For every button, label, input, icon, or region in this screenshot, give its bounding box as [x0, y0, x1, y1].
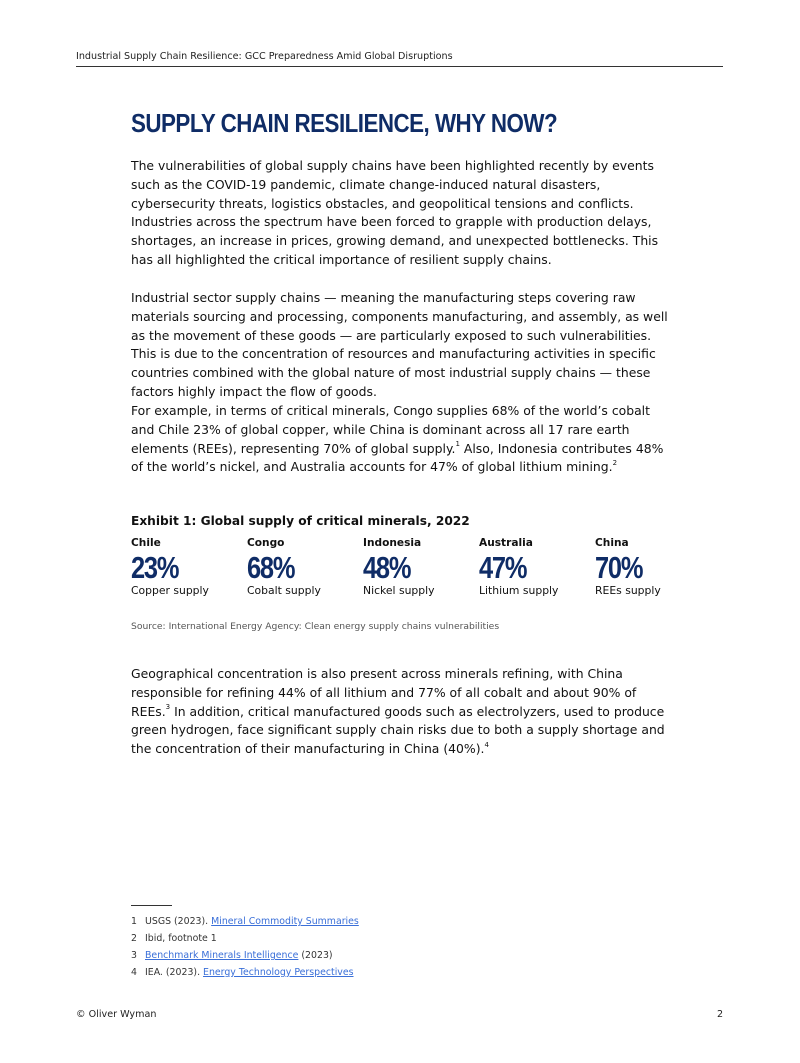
- stat-value: 48%: [363, 550, 411, 585]
- page-number: 2: [717, 1009, 724, 1020]
- paragraph-2: [131, 289, 676, 402]
- footnote-link[interactable]: Energy Technology Perspectives: [203, 967, 354, 978]
- paragraph-1: [131, 157, 676, 270]
- stat-country: Congo: [247, 537, 285, 549]
- stat-country: Chile: [131, 537, 161, 549]
- paragraph-4-text: [131, 665, 676, 759]
- footnote-4: [131, 964, 359, 981]
- stat-china: [595, 537, 711, 597]
- footnote-number: 2: [131, 933, 137, 944]
- running-header: Industrial Supply Chain Resilience: GCC Preparedness Amid Global Disruptions: [76, 51, 723, 67]
- footnote-text: Ibid, footnote 1: [145, 933, 217, 944]
- paragraph-4-part-b: In addition, critical manufactured goods such as electrolyzers, used to produce green hydrogen, face significant supply chain risks due to both a supply shortage and the concentration of their manufacturing in China (40%).: [131, 703, 665, 757]
- page-title: SUPPLY CHAIN RESILIENCE, WHY NOW?: [131, 108, 558, 138]
- paragraph-4: [131, 665, 676, 759]
- footnote-link[interactable]: Mineral Commodity Summaries: [211, 916, 359, 927]
- paragraph-2-text: Industrial sector supply chains — meaning the manufacturing steps covering raw materials sourcing and processing, components manufacturing, and assembly, as well as the movement of these goods — are particularly exposed to such vulnerabilities. This is due to the concentration of resources and manufacturing activities in specific countries combined with the global nature of most industrial supply chains — these factors highly impact the flow of goods.: [131, 290, 668, 399]
- footnote-text: USGS (2023).: [145, 916, 212, 927]
- footnote-number: 4: [131, 967, 137, 978]
- paragraph-3: [131, 402, 676, 477]
- paragraph-3-text: [131, 402, 676, 477]
- stat-chile: [131, 537, 247, 597]
- footnote-link[interactable]: Benchmark Minerals Intelligence: [145, 950, 299, 961]
- stat-value: 70%: [595, 550, 643, 585]
- footnote-ref-2[interactable]: 2: [612, 459, 618, 468]
- exhibit-1: [131, 514, 691, 632]
- stat-congo: [247, 537, 363, 597]
- footnote-text: IEA. (2023).: [145, 967, 204, 978]
- stat-label: Nickel supply: [363, 584, 435, 597]
- footnote-text: (2023): [298, 950, 333, 961]
- stat-value: 23%: [131, 550, 179, 585]
- stat-label: REEs supply: [595, 584, 661, 597]
- footnote-1: [131, 913, 359, 930]
- stat-country: China: [595, 537, 629, 549]
- footnotes: [131, 913, 359, 981]
- footnote-ref-4[interactable]: 4: [484, 741, 489, 750]
- stat-value: 47%: [479, 550, 527, 585]
- footnote-ref-1[interactable]: 1: [455, 440, 460, 449]
- exhibit-source: Source: International Energy Agency: Clean energy supply chains vulnerabilities: [131, 621, 500, 632]
- footnote-number: 3: [131, 950, 137, 961]
- footer-copyright: © Oliver Wyman: [76, 1009, 157, 1020]
- paragraph-1-text: The vulnerabilities of global supply chains have been highlighted recently by events such as the COVID-19 pandemic, climate change-induced natural disasters, cybersecurity threats, logistics obstacles, and geopolitical tensions and conflicts. Industries across the spectrum have been forced to grapple with production delays, shortages, an increase in prices, growing demand, and unexpected bottlenecks. This has all highlighted the critical importance of resilient supply chains.: [131, 158, 659, 267]
- footnote-ref-3[interactable]: 3: [165, 703, 171, 712]
- exhibit-stats: [131, 537, 691, 615]
- stat-country: Australia: [479, 537, 533, 549]
- stat-label: Lithium supply: [479, 584, 559, 597]
- paragraph-4-part-a: Geographical concentration is also present across minerals refining, with China responsible for refining 44% of all lithium and 77% of all cobalt and about 90% of REEs.: [131, 666, 637, 719]
- footnote-3: [131, 947, 359, 964]
- footnote-number: 1: [131, 916, 137, 927]
- stat-label: Copper supply: [131, 584, 209, 597]
- footnote-2: [131, 930, 359, 947]
- paragraph-3-part-b: Also, Indonesia contributes 48% of the world’s nickel, and Australia accounts for 47% of global lithium mining.: [131, 440, 664, 475]
- paragraph-3-part-a: For example, in terms of critical minerals, Congo supplies 68% of the world’s cobalt and Chile 23% of global copper, while China is dominant across all 17 rare earth elements (REEs), representing 70% of global supply.: [131, 403, 650, 456]
- stat-label: Cobalt supply: [247, 584, 321, 597]
- stat-indonesia: [363, 537, 479, 597]
- stat-country: Indonesia: [363, 537, 422, 549]
- stat-australia: [479, 537, 595, 597]
- stat-value: 68%: [247, 550, 295, 585]
- footnote-divider: [131, 905, 172, 906]
- exhibit-title: Exhibit 1: Global supply of critical minerals, 2022: [131, 514, 470, 528]
